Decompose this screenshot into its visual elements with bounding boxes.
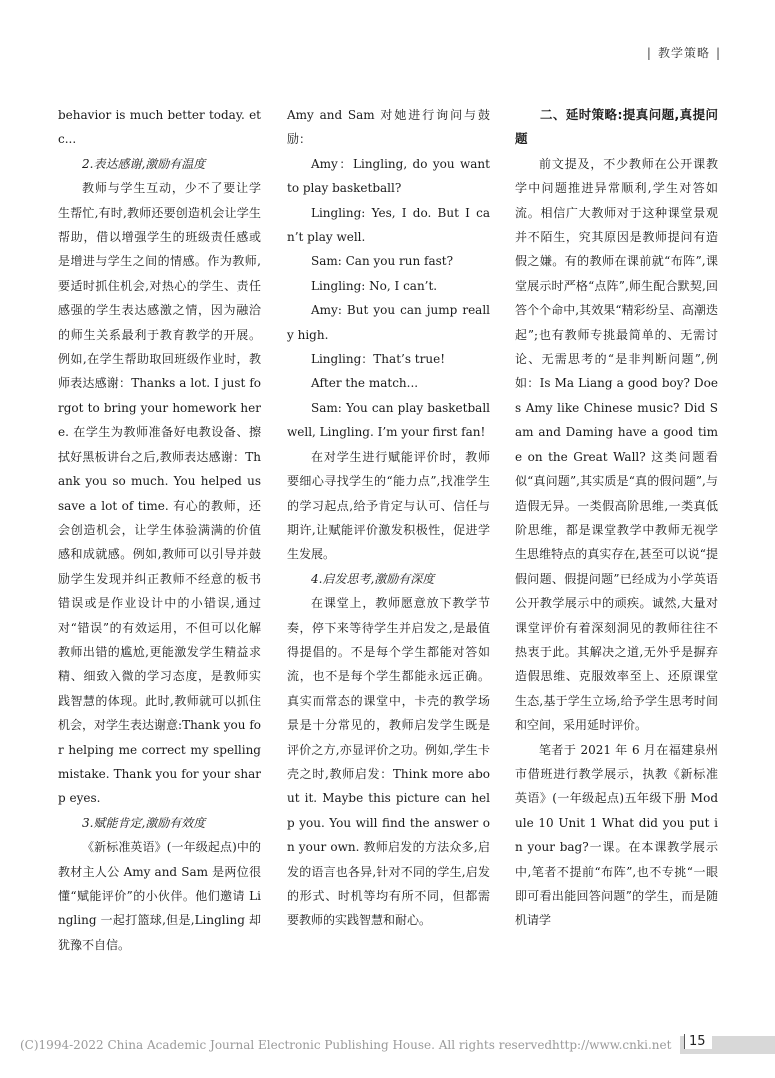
copyright-text: (C)1994-2022 China Academic Journal Electronic Publishing House. All rights reserved. <box>20 1038 556 1052</box>
page-number: 15 <box>684 1034 712 1049</box>
dialogue-line: After the match... <box>311 376 419 391</box>
paragraph: 《新标准英语》(一年级起点)中的教材主人公 Amy and Sam 是两位很懂“赋能评价”的小伙伴。他们邀请 Lingling 一起打篮球,但是,Lingling 却犹豫不自信。 <box>58 840 261 952</box>
dialogue-line: Lingling: Yes, I do. But I can’t play well. <box>287 205 490 245</box>
dialogue-line: Amy: But you can jump really high. <box>287 303 490 342</box>
running-header <box>641 44 727 61</box>
column-1 <box>58 103 261 957</box>
column-2 <box>287 103 490 933</box>
paragraph: 笔者于 2021 年 6 月在福建泉州市借班进行教学展示，执教《新标准英语》(一年级起点)五年级下册 Module 10 Unit 1 What did you put in your bag?一课。在本课教学展示中,笔者不提前“布阵”,也不专挑“一眼即可看出能回答问题”的学生，而是随机请学 <box>515 742 718 928</box>
paragraph: 在对学生进行赋能评价时，教师要细心寻找学生的“能力点”,找准学生的学习起点,给予肯定与认可、信任与期许,让赋能评价激发积极性，促进学生发展。 <box>287 449 490 562</box>
dialogue-line: Lingling：That’s true! <box>311 352 446 367</box>
paragraph: Amy and Sam 对她进行询问与鼓励： <box>287 108 490 147</box>
header-section-title: 教学策略 <box>657 46 710 60</box>
header-divider-right: | <box>715 46 721 60</box>
dialogue-line: Lingling: No, I can’t. <box>311 278 438 293</box>
dialogue-line: Amy：Lingling, do you want to play basketball? <box>287 156 490 196</box>
footer-url[interactable]: http://www.cnki.net <box>552 1038 672 1052</box>
paragraph: 前文提及，不少教师在公开课教学中问题推进异常顺利,学生对答如流。相信广大教师对于这种课堂景观并不陌生，究其原因是教师提问有造假之嫌。有的教师在课前就“布阵”,课堂展示时严格“点阵”,师生配合默契,回答个个命中,其效果“精彩纷呈、高潮迭起”;也有教师专挑最简单的、无需讨论、无需思考的“是非判断问题”,例如：Is Ma Liang a good boy? Does Amy like Chinese music? Did Sam and Daming have a good time on the Great Wall? 这类问题看似“真问题”,其实质是“真的假问题”,与造假无异。一类假高阶思维,一类真低阶思维，都是课堂教学中教师无视学生思维特点的真实存在,甚至可以说“提假问题、假提问题”已经成为小学英语公开教学展示中的顽疾。诚然,大量对课堂评价有着深刻洞见的教师往往不热衷于此。其解决之道,无外乎是摒弃造假思维、克服效率至上、还原课堂生态,基于学生立场,给予学生思考时间和空间，采用延时评价。 <box>515 156 718 733</box>
subheading-express-thanks: 2.表达感谢,激励有温度 <box>82 156 206 171</box>
paragraph: 在课堂上，教师愿意放下教学节奏，停下来等待学生并启发之,是最值得提倡的。不是每个学生都能对答如流，也不是每个学生都能永远正确。真实而常态的课堂中，卡壳的教学场景是十分常见的，教师启发学生既是评价之方,亦显评价之功。例如,学生卡壳之时,教师启发：Think more about it. Maybe this picture can help you. You will find the answer on your own. 教师启发的方法众多,启发的语言也各异,针对不同的学生,启发的形式、时机等均有所不同，但都需要教师的实践智慧和耐心。 <box>287 596 490 928</box>
header-divider-left: | <box>646 46 652 60</box>
footer-copyright-bar <box>20 1038 760 1052</box>
column-3 <box>515 103 718 933</box>
continued-paragraph: behavior is much better today. etc... <box>58 108 261 147</box>
dialogue-block <box>287 152 490 445</box>
section-heading-delay-strategy: 二、延时策略:提真问题,真提问题 <box>515 107 718 147</box>
dialogue-line: Sam: You can play basketball well, Lingling. I’m your first fan! <box>287 400 490 440</box>
paragraph: 教师与学生互动，少不了要让学生帮忙,有时,教师还要创造机会让学生帮助，借以增强学生的班级责任感或是增进与学生之间的情感。作为教师,要适时抓住机会,对热心的学生、责任感强的学生表达感激之情，因为融洽的师生关系最利于教育教学的开展。例如,在学生帮助取回班级作业时，教师表达感谢：Thanks a lot. I just forgot to bring your homework here. 在学生为教师准备好电教设备、擦拭好黑板讲台之后,教师表达感谢：Thank you so much. You helped us save a lot of time. 有心的教师，还会创造机会，让学生体验满满的价值感和成就感。例如,教师可以引导并鼓励学生发现并纠正教师不经意的板书错误或是作业设计中的小错误,通过对“错误”的有效运用，不但可以化解教师出错的尴尬,更能激发学生精益求精、细致入微的学习态度，是教师实践智慧的体现。此时,教师就可以抓住机会，对学生表达谢意:Thank you for helping me correct my spelling mistake. Thank you for your sharp eyes. <box>58 181 261 806</box>
subheading-empower-affirm: 3.赋能肯定,激励有效度 <box>82 815 206 830</box>
dialogue-line: Sam: Can you run fast? <box>311 254 454 269</box>
subheading-inspire-thinking: 4.启发思考,激励有深度 <box>311 571 435 586</box>
